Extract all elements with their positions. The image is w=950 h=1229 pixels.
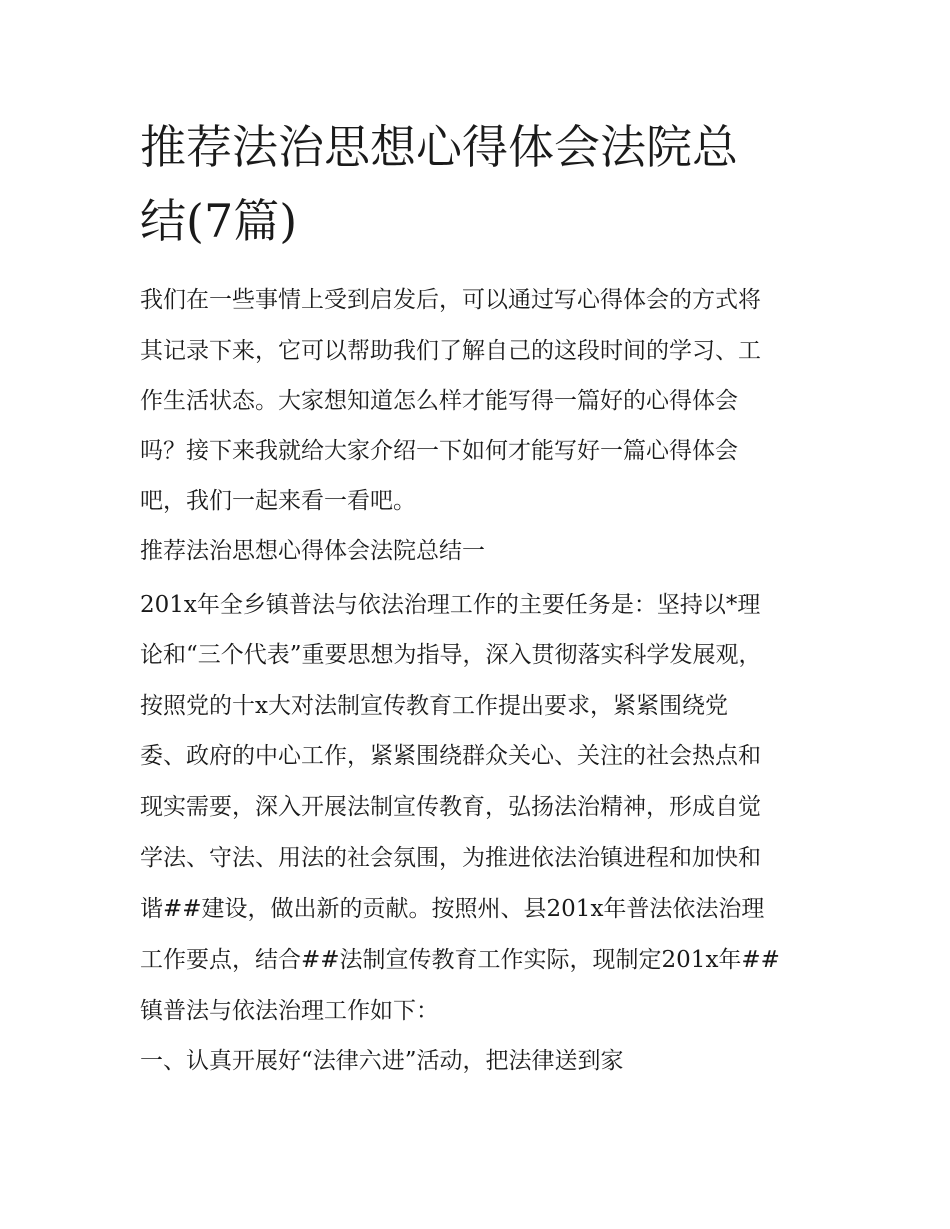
body-line-9: 镇普法与依法治理工作如下： xyxy=(140,998,439,1024)
section-heading: 推荐法治思想心得体会法院总结一 xyxy=(140,538,485,564)
intro-line-4: 吗？接下来我就给大家介绍一下如何才能写好一篇心得体会 xyxy=(140,438,738,464)
title-line-1: 推荐法治思想心得体会法院总 xyxy=(140,120,738,174)
body-line-1: 201x年全乡镇普法与依法治理工作的主要任务是：坚持以*理 xyxy=(140,592,761,618)
title-line-2: 结(7篇) xyxy=(140,194,298,248)
body-line-4: 委、政府的中心工作，紧紧围绕群众关心、关注的社会热点和 xyxy=(140,743,761,769)
subheading: 一、认真开展好“法律六进”活动，把法律送到家 xyxy=(140,1048,624,1074)
intro-line-2: 其记录下来，它可以帮助我们了解自己的这段时间的学习、工 xyxy=(140,338,761,364)
body-line-3: 按照党的十x大对法制宣传教育工作提出要求，紧紧围绕党 xyxy=(140,693,728,719)
intro-line-3: 作生活状态。大家想知道怎么样才能写得一篇好的心得体会 xyxy=(140,388,738,414)
document-title xyxy=(140,110,820,258)
body-line-6: 学法、守法、用法的社会氛围，为推进依法治镇进程和加快和 xyxy=(140,845,761,871)
body-line-5: 现实需要，深入开展法制宣传教育，弘扬法治精神，形成自觉 xyxy=(140,794,761,820)
body-line-8: 工作要点，结合##法制宣传教育工作实际，现制定201x年## xyxy=(140,947,780,973)
intro-line-5: 吧，我们一起来看一看吧。 xyxy=(140,488,416,514)
body-line-7: 谐##建设，做出新的贡献。按照州、县201x年普法依法治理 xyxy=(140,896,765,922)
intro-line-1: 我们在一些事情上受到启发后，可以通过写心得体会的方式将 xyxy=(140,287,761,313)
body-line-2: 论和“三个代表”重要思想为指导，深入贯彻落实科学发展观， xyxy=(140,642,762,668)
